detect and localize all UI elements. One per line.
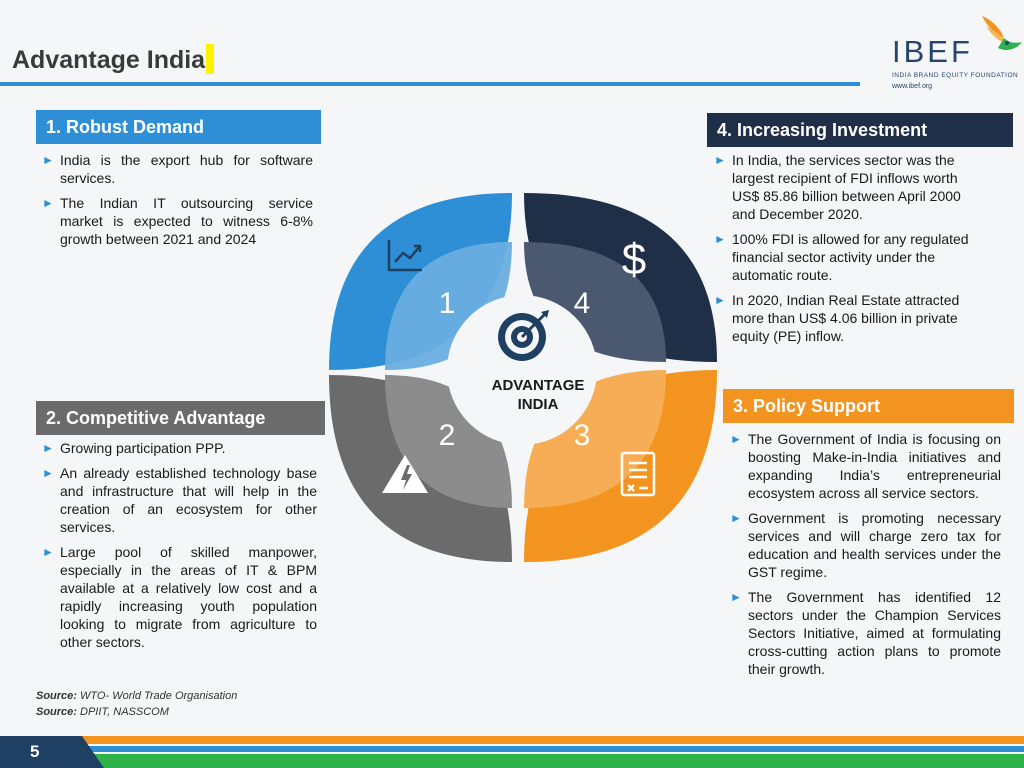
dollar-icon: $ (621, 235, 647, 284)
center-label-line2: INDIA (517, 396, 559, 413)
footer-stripe-orange (0, 736, 1024, 744)
footer-stripe-blue (0, 746, 1024, 752)
source-text: WTO- World Trade Organisation (80, 690, 238, 702)
logo-name: IBEF (892, 34, 973, 69)
center-label-line1: ADVANTAGE (491, 377, 585, 394)
quadrant-2-number: 2 (438, 419, 456, 452)
footer-stripe-green (0, 754, 1024, 768)
robust-demand-heading: 1. Robust Demand (36, 110, 321, 144)
source-text: DPIIT, NASSCOM (80, 706, 169, 718)
center-label (460, 376, 616, 414)
list-item: ► Growing participation PPP. (40, 439, 317, 457)
list-item: ► An already established technology base and infrastructure that will help in the creation of an ecosystem for other services. (40, 464, 317, 536)
logo-url: www.ibef.org (892, 83, 933, 90)
list-item: ► 100% FDI is allowed for any regulated financial sector activity under the automatic route. (712, 230, 988, 284)
list-item: ► The Government of India is focusing on boosting Make-in-India initiatives and expanding India’s entrepreneurial ecosystem across all service sectors. (728, 430, 1001, 502)
quadrant-1-number: 1 (438, 287, 456, 320)
list-item: ► In 2020, Indian Real Estate attracted more than US$ 4.06 billion in private equity (PE) inflow. (712, 291, 988, 345)
list-item: ► In India, the services sector was the largest recipient of FDI inflows worth US$ 85.86 billion between April 2000 and December 2020. (712, 151, 988, 223)
page-number (0, 736, 104, 768)
list-item: ► Government is promoting necessary services and will charge zero tax for education and health services under the GST regime. (728, 509, 1001, 581)
source-note (36, 706, 169, 718)
source-label: Source: (36, 690, 77, 702)
policy-support-heading: 3. Policy Support (723, 389, 1014, 423)
competitive-advantage-heading: 2. Competitive Advantage (36, 401, 325, 435)
logo-subtitle: INDIA BRAND EQUITY FOUNDATION (892, 72, 1019, 79)
source-label: Source: (36, 706, 77, 718)
page-title-text: Advantage India (12, 46, 206, 74)
increasing-investment-heading: 4. Increasing Investment (707, 113, 1013, 147)
list-item: ► The Indian IT outsourcing service market is expected to witness 6-8% growth between 2021 and 2024 (40, 194, 313, 248)
quadrant-3-number: 3 (573, 419, 591, 452)
list-item: ► India is the export hub for software services. (40, 151, 313, 187)
page-number-text: 5 (30, 742, 40, 761)
list-item: ► Large pool of skilled manpower, especially in the areas of IT & BPM available at a relatively low cost and a rapidly increasing youth population looking to migrate from agriculture to other sectors. (40, 543, 317, 651)
quadrant-4-number: 4 (573, 287, 591, 320)
source-note (36, 690, 237, 702)
list-item: ► The Government has identified 12 sectors under the Champion Services Sectors Initiative, aimed at formulating cross-cutting action plans to promote their growth. (728, 588, 1001, 678)
